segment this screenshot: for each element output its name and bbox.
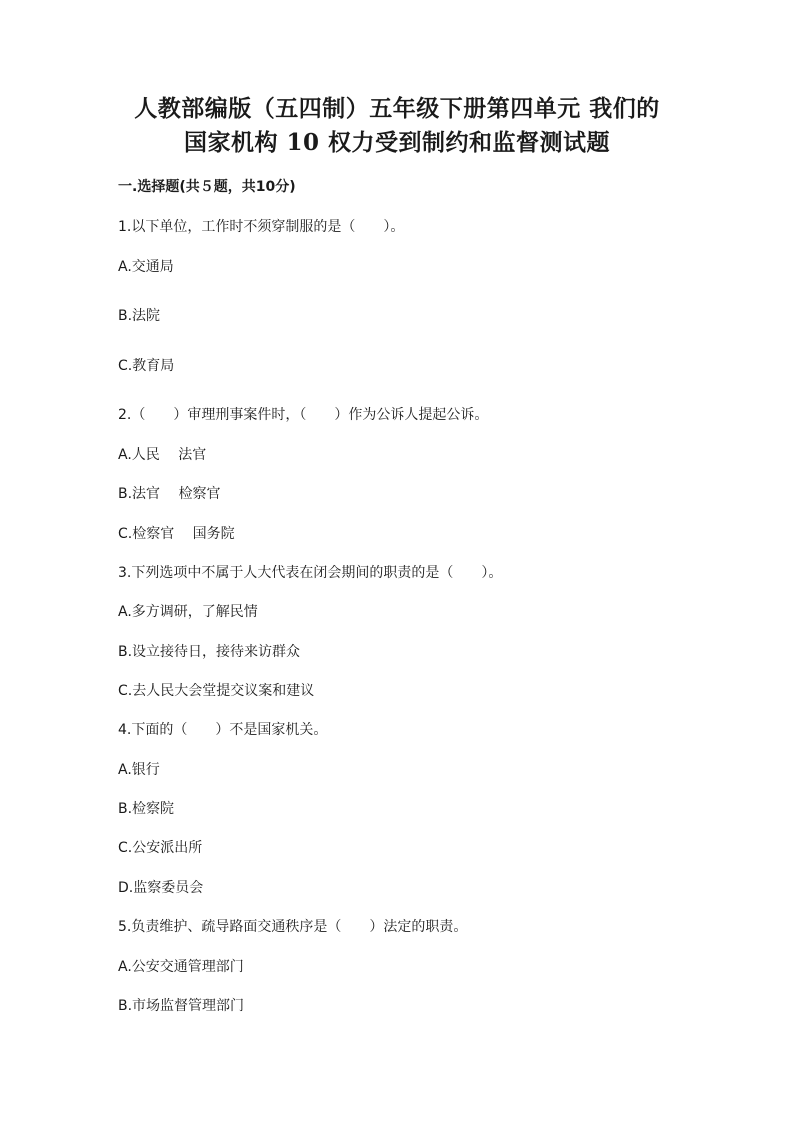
question-2-option-a: A.人民 法官 — [118, 447, 207, 463]
question-3-option-a: A.多方调研，了解民情 — [118, 604, 258, 620]
question-4-option-c: C.公安派出所 — [118, 840, 203, 856]
question-4-option-a: A.银行 — [118, 762, 160, 778]
question-1-option-b: B.法院 — [118, 308, 161, 324]
question-1-option-c: C.教育局 — [118, 358, 175, 374]
question-5-option-a: A.公安交通管理部门 — [118, 959, 244, 975]
question-3-option-c: C.去人民大会堂提交议案和建议 — [118, 683, 315, 699]
question-5: 5.负责维护、疏导路面交通秩序是（ ）法定的职责。 — [118, 919, 468, 935]
question-1-option-a: A.交通局 — [118, 259, 174, 275]
title-line-1: 人教部编版（五四制）五年级下册第四单元 我们的 — [134, 95, 660, 122]
document-title — [0, 92, 794, 160]
question-4: 4.下面的（ ）不是国家机关。 — [118, 722, 328, 738]
section-heading: 一.选择题(共５题，共10分) — [118, 179, 296, 195]
question-4-option-d: D.监察委员会 — [118, 880, 204, 896]
question-1: 1.以下单位，工作时不须穿制服的是（ ）。 — [118, 219, 405, 235]
question-2-option-b: B.法官 检察官 — [118, 486, 221, 502]
question-3-option-b: B.设立接待日，接待来访群众 — [118, 644, 301, 660]
question-3: 3.下列选项中不属于人大代表在闭会期间的职责的是（ ）。 — [118, 565, 503, 581]
question-4-option-b: B.检察院 — [118, 801, 175, 817]
question-5-option-b: B.市场监督管理部门 — [118, 998, 245, 1014]
question-2: 2.（ ）审理刑事案件时，（ ）作为公诉人提起公诉。 — [118, 407, 489, 423]
question-2-option-c: C.检察官 国务院 — [118, 526, 235, 542]
title-line-2: 国家机构 10 权力受到制约和监督测试题 — [183, 129, 611, 156]
